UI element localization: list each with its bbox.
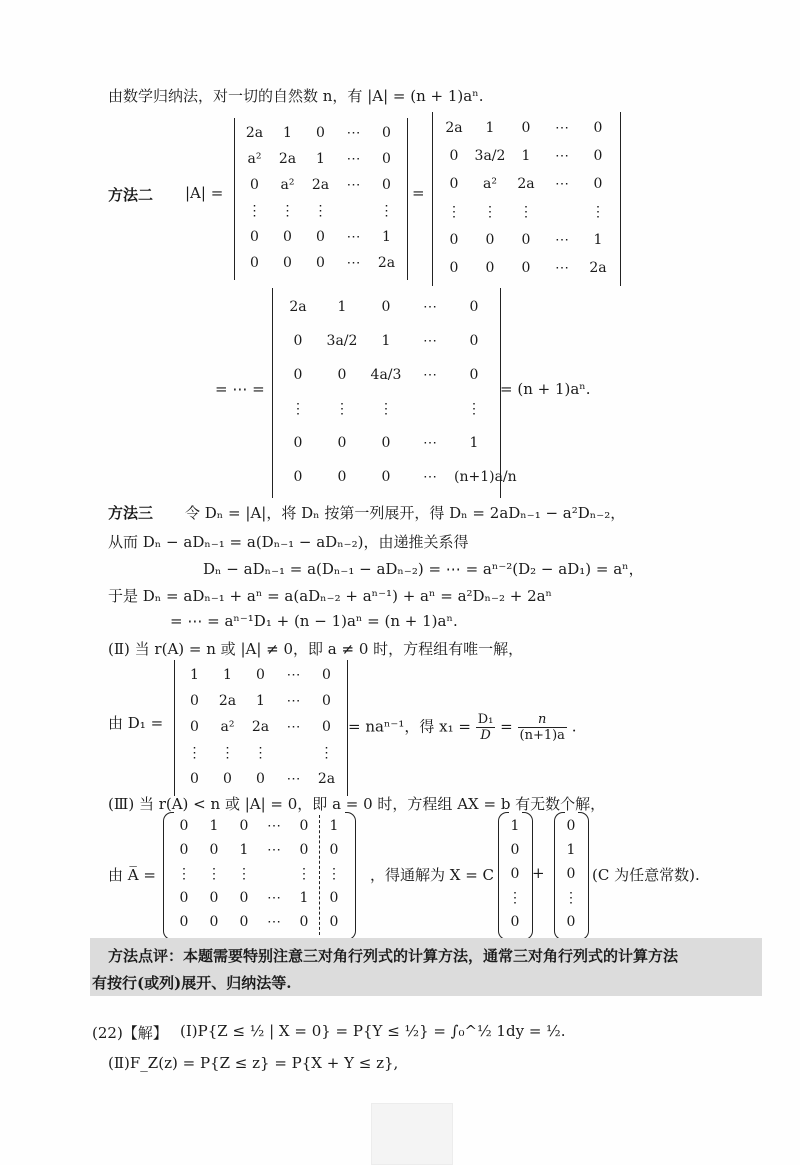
matrix-entry: 0 — [381, 469, 391, 485]
matrix-entry: 2a — [317, 771, 336, 787]
equals-sign: = — [500, 717, 513, 736]
matrix-entry: 0 — [283, 255, 292, 271]
matrix-entry: 2a — [311, 177, 330, 193]
method-comment-line-2: 有按行(或列)展开、归纳法等. — [92, 974, 292, 992]
matrix-entry: 2a — [377, 255, 396, 271]
matrix-entry: 0 — [250, 255, 259, 271]
matrix-entry: 0 — [250, 229, 259, 245]
part-two-statement: (Ⅱ) 当 r(A) = n 或 |A| ≠ 0，即 a ≠ 0 时，方程组有唯一解， — [108, 640, 524, 658]
matrix-entry: a² — [247, 151, 262, 167]
matrix-entry: ⋮ — [280, 203, 295, 219]
matrix-entry: 1 — [485, 120, 495, 136]
matrix-entry: 0 — [521, 120, 531, 136]
matrix-entry: ⋯ — [555, 120, 569, 136]
matrix-entry: 0 — [179, 890, 189, 906]
solution-vector-homogeneous — [500, 812, 530, 938]
matrix-entry: 0 — [209, 842, 219, 858]
matrix-entry: 0 — [329, 890, 339, 906]
fraction-numerator: n — [518, 712, 567, 728]
left-determinant-bar — [432, 112, 433, 286]
matrix-entry: ⋮ — [207, 866, 221, 882]
matrix-entry: 0 — [239, 890, 249, 906]
matrix-entry: 1 — [316, 151, 325, 167]
matrix-entry: 0 — [299, 842, 309, 858]
method-three-recurrence: 从而 Dₙ − aDₙ₋₁ = a(Dₙ₋₁ − aDₙ₋₂)，由递推关系得 — [108, 533, 469, 551]
matrix-entry: ⋮ — [591, 204, 605, 220]
matrix-entry: 0 — [329, 914, 339, 930]
matrix-entry: 1 — [510, 818, 520, 834]
matrix-entry: 0 — [179, 914, 189, 930]
matrix-entry: ⋯ — [423, 435, 437, 451]
matrix-entry: 2a — [589, 260, 607, 276]
matrix-entry: 0 — [223, 771, 232, 787]
matrix-entry: 0 — [256, 771, 265, 787]
matrix-entry: 0 — [566, 818, 576, 834]
matrix-entry: 1 — [381, 333, 391, 349]
matrix-entry: 1 — [256, 693, 265, 709]
cramer-fraction — [476, 712, 496, 743]
d1-value: = naⁿ⁻¹，得 x₁ = — [348, 717, 471, 736]
matrix-entry: 1 — [223, 667, 232, 683]
matrix-entry: 0 — [449, 148, 459, 164]
matrix-entry: 0 — [293, 435, 303, 451]
matrix-entry: 0 — [593, 148, 603, 164]
matrix-entry: 0 — [256, 667, 265, 683]
matrix-entry: 0 — [293, 367, 303, 383]
matrix-entry: ⋮ — [247, 203, 262, 219]
matrix-entry: 0 — [510, 866, 520, 882]
matrix-entry: 0 — [469, 367, 479, 383]
matrix-entry: ⋮ — [564, 890, 578, 906]
augmented-lhs: 由 A̅ = — [108, 866, 156, 884]
matrix-entry: ⋮ — [220, 745, 235, 761]
matrix-entry: 0 — [337, 367, 347, 383]
matrix-entry: ⋯ — [267, 818, 281, 834]
general-solution-text: ，得通解为 X = C — [370, 866, 495, 884]
matrix-entry: ⋮ — [508, 890, 522, 906]
induction-conclusion: 由数学归纳法，对一切的自然数 n，有 |A| = (n + 1)aⁿ. — [108, 87, 484, 105]
matrix-entry: 0 — [179, 818, 189, 834]
matrix-entry: ⋮ — [237, 866, 251, 882]
x1-solution-fraction — [518, 712, 567, 743]
augmented-matrix — [165, 812, 353, 938]
matrix-entry: 0 — [209, 914, 219, 930]
matrix-entry: ⋮ — [327, 866, 341, 882]
matrix-entry: ⋮ — [177, 866, 191, 882]
matrix-entry: 1 — [283, 125, 292, 141]
matrix-entry: ⋮ — [313, 203, 328, 219]
plus-sign: + — [532, 864, 545, 882]
question-22-part-one: (Ⅰ)P{Z ≤ ½ | X = 0} = P{Y ≤ ½} = ∫₀^½ 1dy = ½. — [180, 1022, 566, 1040]
matrix-entry: 2a — [251, 719, 270, 735]
matrix-entry: 0 — [469, 333, 479, 349]
matrix-entry: 3a/2 — [474, 148, 506, 164]
matrix-entry: ⋮ — [379, 203, 394, 219]
matrix-entry: ⋯ — [423, 367, 437, 383]
matrix-entry: 0 — [293, 333, 303, 349]
matrix-entry: 0 — [510, 914, 520, 930]
matrix-entry: 1 — [337, 299, 347, 315]
matrix-entry: ⋯ — [267, 842, 281, 858]
matrix-entry: 2a — [517, 176, 535, 192]
left-determinant-bar — [272, 288, 273, 498]
matrix-entry: ⋮ — [291, 401, 305, 417]
matrix-entry: ⋮ — [335, 401, 349, 417]
method-three-chain: Dₙ − aDₙ₋₁ = a(Dₙ₋₁ − aDₙ₋₂) = ⋯ = aⁿ⁻²(D₂ − aD₁) = aⁿ， — [203, 560, 644, 578]
method-two-label: 方法二 — [108, 186, 154, 204]
matrix-entry: ⋯ — [555, 232, 569, 248]
matrix-entry: ⋯ — [346, 151, 361, 167]
matrix-entry: 0 — [322, 667, 331, 683]
matrix-entry: ⋯ — [286, 693, 301, 709]
method-two-result: = (n + 1)aⁿ. — [500, 380, 591, 398]
matrix-entry: ⋮ — [483, 204, 497, 220]
matrix-entry: 1 — [299, 890, 309, 906]
matrix-entry: ⋯ — [346, 229, 361, 245]
matrix-entry: 0 — [316, 125, 325, 141]
matrix-entry: 2a — [218, 693, 237, 709]
matrix-entry: 3a/2 — [326, 333, 358, 349]
question-22-label: (22)【解】 — [92, 1024, 168, 1042]
matrix-entry: ⋯ — [346, 125, 361, 141]
solution-vector-particular — [556, 812, 586, 938]
matrix-entry: 0 — [449, 260, 459, 276]
matrix-entry: 1 — [209, 818, 219, 834]
matrix-entry: a² — [483, 176, 497, 192]
matrix-entry: 0 — [449, 176, 459, 192]
matrix-entry: 0 — [593, 120, 603, 136]
matrix-entry: 0 — [316, 229, 325, 245]
matrix-entry: ⋮ — [297, 866, 311, 882]
matrix-entry: 1 — [190, 667, 199, 683]
det-a-lhs: |A| = — [185, 184, 224, 202]
matrix-entry: 0 — [293, 469, 303, 485]
matrix-entry: ⋯ — [346, 255, 361, 271]
matrix-entry: 0 — [510, 842, 520, 858]
matrix-entry: 0 — [239, 818, 249, 834]
method-comment-line-1: 方法点评：本题需要特别注意三对角行列式的计算方法，通常三对角行列式的计算方法 — [108, 947, 679, 965]
matrix-entry: ⋯ — [286, 719, 301, 735]
matrix-entry: ⋮ — [187, 745, 202, 761]
matrix-entry: ⋮ — [319, 745, 334, 761]
method-three-result: = ⋯ = aⁿ⁻¹D₁ + (n − 1)aⁿ = (n + 1)aⁿ. — [170, 612, 458, 630]
matrix-entry: ⋯ — [555, 148, 569, 164]
matrix-entry: 0 — [190, 693, 199, 709]
matrix-entry: ⋮ — [379, 401, 393, 417]
matrix-entry: ⋯ — [267, 890, 281, 906]
determinant-a — [234, 118, 407, 280]
matrix-entry: ⋯ — [346, 177, 361, 193]
matrix-entry: 0 — [179, 842, 189, 858]
matrix-entry: a² — [280, 177, 295, 193]
matrix-entry: 0 — [593, 176, 603, 192]
matrix-entry: ⋮ — [447, 204, 461, 220]
page-stamp — [371, 1103, 453, 1165]
matrix-entry: 0 — [485, 260, 495, 276]
fraction-denominator: D — [480, 728, 491, 743]
matrix-entry: 1 — [593, 232, 603, 248]
matrix-entry: ⋯ — [423, 469, 437, 485]
matrix-entry: 0 — [329, 842, 339, 858]
matrix-entry: 0 — [566, 866, 576, 882]
arbitrary-constant-note: (C 为任意常数). — [592, 866, 700, 884]
matrix-entry: ⋯ — [423, 333, 437, 349]
matrix-entry: 1 — [521, 148, 531, 164]
matrix-entry: (n+1)a/n — [454, 469, 517, 485]
matrix-entry: ⋯ — [286, 771, 301, 787]
matrix-entry: ⋯ — [423, 299, 437, 315]
matrix-entry: 1 — [566, 842, 576, 858]
matrix-entry: 0 — [381, 299, 391, 315]
matrix-entry: 2a — [445, 120, 463, 136]
matrix-entry: 0 — [190, 771, 199, 787]
right-determinant-bar — [407, 118, 408, 280]
method-three-substitute: 于是 Dₙ = aDₙ₋₁ + aⁿ = a(aDₙ₋₂ + aⁿ⁻¹) + aⁿ = a²Dₙ₋₂ + 2aⁿ — [108, 587, 553, 605]
d1-lhs: 由 D₁ = — [108, 714, 164, 732]
matrix-entry: 4a/3 — [370, 367, 402, 383]
matrix-entry: 0 — [382, 151, 391, 167]
matrix-entry: 0 — [250, 177, 259, 193]
method-three-expansion: 令 Dₙ = |A|，将 Dₙ 按第一列展开，得 Dₙ = 2aDₙ₋₁ − a²Dₙ₋₂， — [185, 504, 626, 522]
matrix-entry: 0 — [337, 435, 347, 451]
determinant-step-2 — [432, 112, 620, 286]
matrix-entry: 0 — [239, 914, 249, 930]
matrix-entry: 0 — [382, 125, 391, 141]
matrix-entry: 0 — [316, 255, 325, 271]
matrix-entry: ⋮ — [519, 204, 533, 220]
matrix-entry: 1 — [469, 435, 479, 451]
determinant-d1 — [174, 660, 347, 796]
matrix-entry: ⋯ — [286, 667, 301, 683]
matrix-entry: 0 — [322, 719, 331, 735]
matrix-entry: 0 — [381, 435, 391, 451]
determinant-step-n — [272, 288, 517, 498]
matrix-entry: ⋮ — [467, 401, 481, 417]
matrix-entry: ⋯ — [267, 914, 281, 930]
question-22-part-two: (Ⅱ)F_Z(z) = P{Z ≤ z} = P{X + Y ≤ z}, — [108, 1054, 399, 1072]
matrix-entry: 0 — [209, 890, 219, 906]
matrix-entry: 0 — [190, 719, 199, 735]
matrix-entry: 0 — [521, 232, 531, 248]
matrix-entry: 0 — [299, 914, 309, 930]
ellipsis-equals: = ⋯ = — [215, 380, 265, 398]
fraction-denominator: (n+1)a — [519, 728, 565, 743]
right-determinant-bar — [620, 112, 621, 286]
matrix-entry: 0 — [283, 229, 292, 245]
matrix-entry: 0 — [485, 232, 495, 248]
part-three-statement: (Ⅲ) 当 r(A) < n 或 |A| = 0，即 a = 0 时，方程组 AX = b 有无数个解， — [108, 795, 606, 813]
matrix-entry: ⋯ — [555, 176, 569, 192]
matrix-entry: 0 — [566, 914, 576, 930]
matrix-entry: 2a — [278, 151, 297, 167]
matrix-entry: 0 — [469, 299, 479, 315]
matrix-entry: a² — [220, 719, 235, 735]
matrix-entry: 1 — [239, 842, 249, 858]
matrix-entry: ⋮ — [253, 745, 268, 761]
matrix-entry: 0 — [382, 177, 391, 193]
equals-sign: = — [412, 184, 425, 202]
matrix-entry: 2a — [289, 299, 307, 315]
matrix-entry: 1 — [329, 818, 339, 834]
matrix-entry: 0 — [521, 260, 531, 276]
matrix-entry: ⋯ — [555, 260, 569, 276]
matrix-entry: 0 — [337, 469, 347, 485]
matrix-entry: 0 — [449, 232, 459, 248]
matrix-entry: 1 — [382, 229, 391, 245]
d1-rhs: = naⁿ⁻¹，得 x₁ = $\frac{\text{D₁}}{D}$ = $\frac{n}{(n+1)a}$ . — [348, 712, 577, 743]
fraction-numerator: D₁ — [477, 712, 494, 727]
matrix-entry: 2a — [245, 125, 264, 141]
matrix-entry: 0 — [322, 693, 331, 709]
method-three-label: 方法三 — [108, 504, 154, 522]
matrix-entry: 0 — [299, 818, 309, 834]
